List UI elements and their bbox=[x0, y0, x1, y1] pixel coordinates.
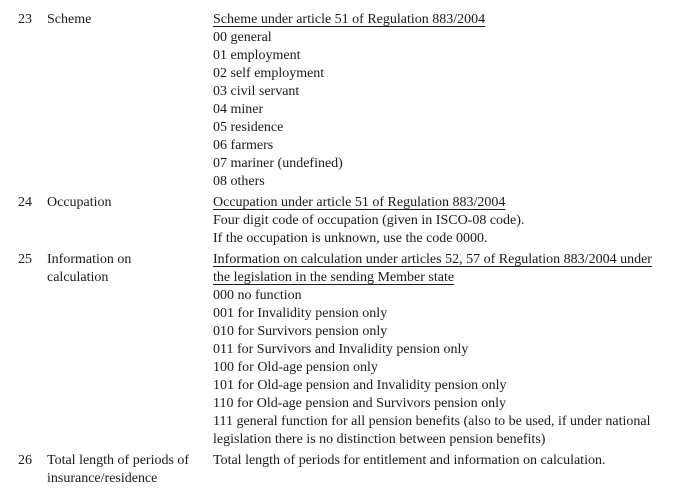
detail-line: 111 general function for all pension benefits (also to be used, if under national bbox=[213, 414, 651, 429]
row-label bbox=[47, 11, 213, 29]
row-detail bbox=[213, 452, 695, 470]
row-number: 25 bbox=[18, 252, 32, 267]
table-row bbox=[18, 251, 695, 449]
row-label-line: Occupation bbox=[47, 195, 112, 210]
detail-line: 06 farmers bbox=[213, 138, 274, 153]
table-row bbox=[18, 194, 695, 248]
detail-line: Four digit code of occupation (given in ISCO-08 code). bbox=[213, 213, 525, 228]
row-detail bbox=[213, 11, 695, 191]
row-number: 23 bbox=[18, 12, 32, 27]
detail-line: Total length of periods for entitlement and information on calculation. bbox=[213, 453, 606, 468]
row-detail bbox=[213, 251, 695, 449]
detail-line: 01 employment bbox=[213, 48, 301, 63]
row-label bbox=[47, 251, 213, 287]
row-number: 26 bbox=[18, 453, 32, 468]
row-label-line: Scheme bbox=[47, 12, 92, 27]
row-label-line: calculation bbox=[47, 270, 109, 285]
table-row bbox=[18, 11, 695, 191]
detail-line: 101 for Old-age pension and Invalidity pension only bbox=[213, 378, 507, 393]
detail-line: 08 others bbox=[213, 174, 265, 189]
detail-heading-line: the legislation in the sending Member state bbox=[213, 270, 455, 285]
detail-line: 02 self employment bbox=[213, 66, 325, 81]
detail-line: If the occupation is unknown, use the code 0000. bbox=[213, 231, 488, 246]
table-row bbox=[18, 452, 695, 488]
row-label bbox=[47, 452, 213, 488]
row-number: 24 bbox=[18, 195, 32, 210]
detail-line: 100 for Old-age pension only bbox=[213, 360, 378, 375]
detail-line: 07 mariner (undefined) bbox=[213, 156, 343, 171]
detail-line: 05 residence bbox=[213, 120, 284, 135]
row-label bbox=[47, 194, 213, 212]
detail-line: 04 miner bbox=[213, 102, 264, 117]
detail-line: 010 for Survivors pension only bbox=[213, 324, 388, 339]
detail-line: 000 no function bbox=[213, 288, 302, 303]
detail-line: 00 general bbox=[213, 30, 272, 45]
row-label-line: Information on bbox=[47, 252, 132, 267]
row-label-line: insurance/residence bbox=[47, 471, 158, 486]
detail-heading-line: Information on calculation under articles 52, 57 of Regulation 883/2004 under bbox=[213, 252, 652, 267]
detail-line: 001 for Invalidity pension only bbox=[213, 306, 388, 321]
detail-heading-line: Occupation under article 51 of Regulation 883/2004 bbox=[213, 195, 506, 210]
detail-line: legislation there is no distinction between pension benefits) bbox=[213, 432, 546, 447]
detail-heading-line: Scheme under article 51 of Regulation 883/2004 bbox=[213, 12, 486, 27]
detail-line: 110 for Old-age pension and Survivors pension only bbox=[213, 396, 507, 411]
detail-line: 03 civil servant bbox=[213, 84, 300, 99]
row-label-line: Total length of periods of bbox=[47, 453, 190, 468]
row-detail bbox=[213, 194, 695, 248]
detail-line: 011 for Survivors and Invalidity pension only bbox=[213, 342, 469, 357]
